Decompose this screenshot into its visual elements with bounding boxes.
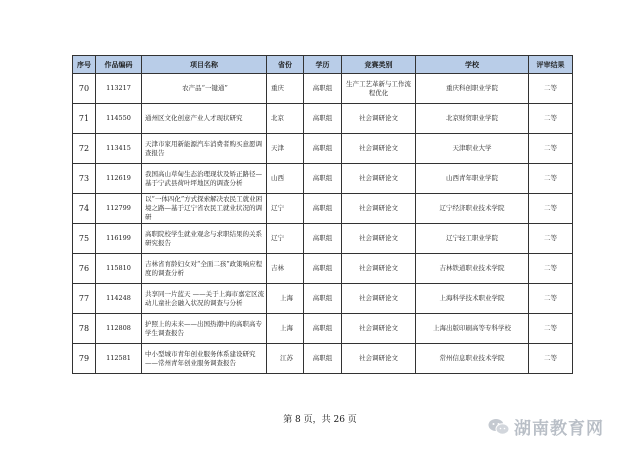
cell-school: 吉林铁道职业技术学院 bbox=[416, 254, 529, 284]
cell-title: 吉林省育龄妇女对“全面二孩”政策响应程度的调查分析 bbox=[142, 254, 267, 284]
cell-category: 社会调研论文 bbox=[342, 164, 416, 194]
cell-result: 二等 bbox=[529, 194, 573, 224]
cell-category: 社会调研论文 bbox=[342, 284, 416, 314]
cell-code: 115810 bbox=[96, 254, 142, 284]
cell-category: 社会调研论文 bbox=[342, 104, 416, 134]
watermark-text: 湖南教育网 bbox=[514, 419, 604, 439]
cell-result: 二等 bbox=[529, 104, 573, 134]
cell-category: 社会调研论文 bbox=[342, 224, 416, 254]
header-category: 竞赛类别 bbox=[342, 56, 416, 74]
cell-result: 二等 bbox=[529, 254, 573, 284]
cell-index: 72 bbox=[73, 134, 96, 164]
cell-school: 辽宁经济职业技术学院 bbox=[416, 194, 529, 224]
cell-index: 77 bbox=[73, 284, 96, 314]
header-index: 序号 bbox=[73, 56, 96, 74]
cell-level: 高职组 bbox=[304, 254, 342, 284]
header-school: 学校 bbox=[416, 56, 529, 74]
cell-level: 高职组 bbox=[304, 224, 342, 254]
cell-index: 76 bbox=[73, 254, 96, 284]
table-row bbox=[73, 284, 573, 314]
cell-level: 高职组 bbox=[304, 74, 342, 104]
cell-title: 天津市家用新能源汽车消费者购买意愿调查报告 bbox=[142, 134, 267, 164]
cell-code: 112808 bbox=[96, 314, 142, 344]
wechat-icon bbox=[488, 418, 510, 436]
cell-result: 二等 bbox=[529, 314, 573, 344]
header-province: 省份 bbox=[267, 56, 304, 74]
cell-school: 北京财贸职业学院 bbox=[416, 104, 529, 134]
cell-school: 辽宁轻工职业学院 bbox=[416, 224, 529, 254]
cell-province: 北京 bbox=[267, 104, 304, 134]
cell-title: 护照上的未来——出国热潮中的高职高专学生调查报告 bbox=[142, 314, 267, 344]
cell-title: 我国高山草甸生态治理现状及矫正路径—基于宁武县荷叶坪地区的调查分析 bbox=[142, 164, 267, 194]
cell-result: 二等 bbox=[529, 224, 573, 254]
table-row bbox=[73, 314, 573, 344]
cell-code: 114550 bbox=[96, 104, 142, 134]
watermark bbox=[488, 414, 604, 439]
cell-school: 常州信息职业技术学院 bbox=[416, 344, 529, 374]
cell-province: 上海 bbox=[267, 314, 304, 344]
table-row bbox=[73, 344, 573, 374]
cell-code: 116199 bbox=[96, 224, 142, 254]
cell-index: 75 bbox=[73, 224, 96, 254]
cell-level: 高职组 bbox=[304, 134, 342, 164]
cell-school: 山西青年职业学院 bbox=[416, 164, 529, 194]
cell-province: 江苏 bbox=[267, 344, 304, 374]
cell-school: 上海出版印刷高等专科学校 bbox=[416, 314, 529, 344]
table-row bbox=[73, 164, 573, 194]
cell-code: 114248 bbox=[96, 284, 142, 314]
cell-title: 以“一体四化”方式探索解决农民工就业困境之路—基于辽宁省农民工就业状况的调研 bbox=[142, 194, 267, 224]
cell-level: 高职组 bbox=[304, 314, 342, 344]
cell-index: 71 bbox=[73, 104, 96, 134]
cell-result: 二等 bbox=[529, 284, 573, 314]
cell-title: 共享同一片蓝天 ——关于上海市嘉定区流动儿童社会融入状况的调查与分析 bbox=[142, 284, 267, 314]
cell-code: 112799 bbox=[96, 194, 142, 224]
cell-title: 通州区文化创意产业人才现状研究 bbox=[142, 104, 267, 134]
cell-school: 重庆科创职业学院 bbox=[416, 74, 529, 104]
table-row bbox=[73, 194, 573, 224]
cell-category: 生产工艺革新与工作流程优化 bbox=[342, 74, 416, 104]
table-row bbox=[73, 224, 573, 254]
cell-result: 二等 bbox=[529, 74, 573, 104]
cell-category: 社会调研论文 bbox=[342, 254, 416, 284]
cell-result: 二等 bbox=[529, 134, 573, 164]
cell-level: 高职组 bbox=[304, 284, 342, 314]
table-row bbox=[73, 134, 573, 164]
header-code: 作品编码 bbox=[96, 56, 142, 74]
header-result: 评审结果 bbox=[529, 56, 573, 74]
cell-title: 中小型城市青年创业服务体系建设研究——常州青年创业服务调查报告 bbox=[142, 344, 267, 374]
cell-code: 113415 bbox=[96, 134, 142, 164]
cell-category: 社会调研论文 bbox=[342, 344, 416, 374]
cell-title: 高职院校学生就业观念与求职结果的关系研究报告 bbox=[142, 224, 267, 254]
table-row bbox=[73, 254, 573, 284]
cell-category: 社会调研论文 bbox=[342, 314, 416, 344]
cell-level: 高职组 bbox=[304, 104, 342, 134]
cell-school: 上海科学技术职业学院 bbox=[416, 284, 529, 314]
cell-province: 辽宁 bbox=[267, 224, 304, 254]
header-level: 学历 bbox=[304, 56, 342, 74]
cell-code: 112581 bbox=[96, 344, 142, 374]
cell-code: 113217 bbox=[96, 74, 142, 104]
cell-level: 高职组 bbox=[304, 344, 342, 374]
cell-index: 78 bbox=[73, 314, 96, 344]
cell-school: 天津职业大学 bbox=[416, 134, 529, 164]
cell-level: 高职组 bbox=[304, 164, 342, 194]
cell-title: 农产品“一键通” bbox=[142, 74, 267, 104]
cell-index: 73 bbox=[73, 164, 96, 194]
cell-province: 山西 bbox=[267, 164, 304, 194]
cell-index: 74 bbox=[73, 194, 96, 224]
results-table bbox=[72, 55, 573, 374]
table-row bbox=[73, 104, 573, 134]
cell-category: 社会调研论文 bbox=[342, 134, 416, 164]
cell-province: 辽宁 bbox=[267, 194, 304, 224]
cell-index: 79 bbox=[73, 344, 96, 374]
table-row bbox=[73, 74, 573, 104]
cell-category: 社会调研论文 bbox=[342, 194, 416, 224]
cell-index: 70 bbox=[73, 74, 96, 104]
header-title: 项目名称 bbox=[142, 56, 267, 74]
cell-province: 上海 bbox=[267, 284, 304, 314]
cell-result: 二等 bbox=[529, 344, 573, 374]
cell-province: 重庆 bbox=[267, 74, 304, 104]
cell-level: 高职组 bbox=[304, 194, 342, 224]
cell-province: 吉林 bbox=[267, 254, 304, 284]
page-number: 第 8 页，共 26 页 bbox=[283, 415, 357, 425]
table-header-row bbox=[73, 56, 573, 74]
cell-province: 天津 bbox=[267, 134, 304, 164]
cell-code: 112619 bbox=[96, 164, 142, 194]
cell-result: 二等 bbox=[529, 164, 573, 194]
